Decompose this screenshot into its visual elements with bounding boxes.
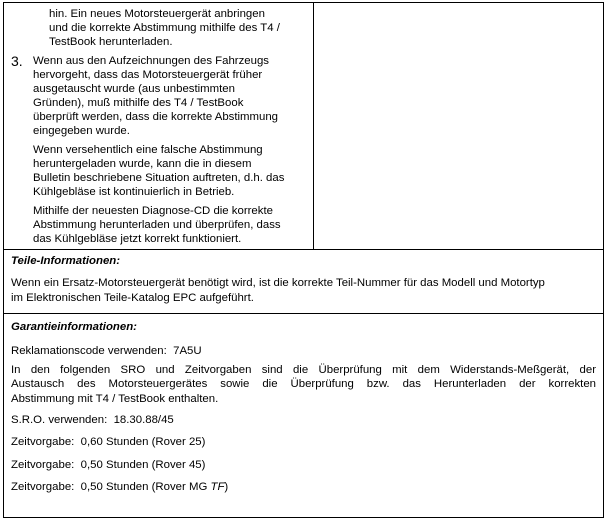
- claim-code-row: [11, 344, 202, 358]
- time-model: (Rover 25): [151, 436, 206, 448]
- time-model: (Rover MG TF): [151, 481, 229, 493]
- time-row: [11, 458, 205, 472]
- claim-code-value: 7A5U: [173, 345, 202, 357]
- time-label: Zeitvorgabe:: [11, 436, 75, 448]
- warranty-heading: Garantieinformationen:: [11, 321, 137, 333]
- step3-paragraph-3: Mithilfe der neuesten Diagnose-CD die korrekte Abstimmung herunterladen und überprüfen, dass das Kühlgebläse jetzt korrekt funktioniert.: [33, 205, 281, 245]
- time-row: [11, 435, 205, 449]
- time-value: 0,60 Stunden: [80, 436, 149, 448]
- time-value: 0,50 Stunden: [80, 459, 149, 471]
- column-divider: [313, 2, 314, 249]
- time-model-italic: TF: [210, 481, 225, 493]
- time-value: 0,50 Stunden: [80, 481, 149, 493]
- sro-row: [11, 413, 174, 427]
- claim-code-label: Reklamationscode verwenden:: [11, 345, 167, 357]
- sro-value: 18.30.88/45: [113, 414, 174, 426]
- time-model: (Rover 45): [151, 459, 206, 471]
- time-label: Zeitvorgabe:: [11, 481, 75, 493]
- parts-heading: Teile-Informationen:: [11, 255, 121, 267]
- step3-number: 3.: [11, 53, 23, 69]
- section-divider-parts: [3, 249, 604, 250]
- sro-info-text: In den folgenden SRO und Zeitvorgaben sind die Überprüfung mit dem Widerstands-Meßgerät, der Austausch des Motorsteuergerätes sowie die Überprüfung bzw. das Herunterladen der korrekten Abstimmung mit T4 / TestBook enthalten.: [11, 364, 596, 405]
- sro-label: S.R.O. verwenden:: [11, 414, 108, 426]
- section-divider-warranty: [3, 313, 604, 314]
- time-row: [11, 480, 228, 494]
- time-label: Zeitvorgabe:: [11, 459, 75, 471]
- step3-paragraph-2: Wenn versehentlich eine falsche Abstimmung heruntergeladen wurde, kann die in diesem Bulletin beschriebene Situation auftreten, d.h. das Kühlgebläse ist kontinuierlich in Betrieb.: [33, 144, 285, 198]
- parts-text: Wenn ein Ersatz-Motorsteuergerät benötigt wird, ist die korrekte Teil-Nummer für das Modell und Motortyp im Elektronischen Teile-Katalog EPC aufgeführt.: [11, 277, 545, 304]
- step2-continuation: hin. Ein neues Motorsteuergerät anbringen und die korrekte Abstimmung mithilfe des T4 / TestBook herunterladen.: [49, 8, 280, 48]
- step3-paragraph-1: Wenn aus den Aufzeichnungen des Fahrzeugs hervorgeht, dass das Motorsteuergerät früher ausgetauscht wurde (aus unbestimmten Gründen), muß mithilfe des T4 / TestBook überprüft werden, dass die korrekte Abstimmung eingegeben wurde.: [33, 55, 279, 137]
